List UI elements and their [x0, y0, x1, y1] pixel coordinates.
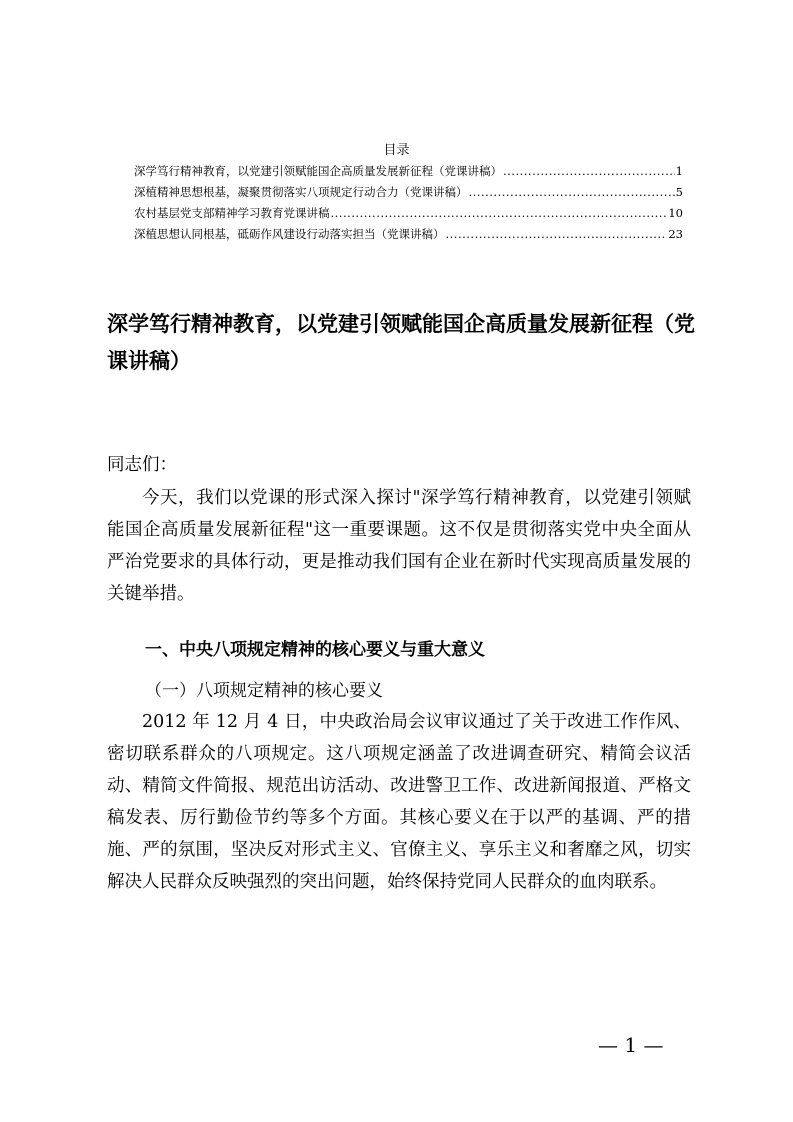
toc-title: 目录: [383, 143, 410, 158]
toc-leader-dots: [503, 163, 675, 180]
subsection-heading: （一）八项规定精神的核心要义: [145, 681, 383, 701]
intro-paragraph: 今天，我们以党课的形式深入探讨"深学笃行精神教育，以党建引领赋能国企高质量发展新征程"这一重要课题。这不仅是贯彻落实党中央全面从严治党要求的具体行动，更是推动我们国有企业在新时代实现高质量发展的关键举措。: [107, 488, 691, 604]
body-paragraph: 2012 年 12 月 4 日，中央政治局会议审议通过了关于改进工作作风、密切联系群众的八项规定。这八项规定涵盖了改进调查研究、精简会议活动、精简文件简报、规范出访活动、改进警卫工作、改进新闻报道、严格文稿发表、厉行勤俭节约等多个方面。其核心要义在于以严的基调、严的措施、严的氛围，坚决反对形式主义、官僚主义、享乐主义和奢靡之风，切实解决人民群众反映强烈的突出问题，始终保持党同人民群众的血肉联系。: [107, 712, 692, 892]
greeting: 同志们：: [107, 455, 177, 475]
toc-item-text: 深植精神思想根基，凝聚贯彻落实八项规定行动合力（党课讲稿）: [134, 185, 468, 199]
toc-item-page: 5: [675, 185, 683, 199]
toc-item[interactable]: [134, 184, 683, 201]
toc-item[interactable]: [134, 163, 683, 180]
article-title: 深学笃行精神教育，以党建引领赋能国企高质量发展新征程（党课讲稿）: [107, 312, 695, 373]
toc-leader-dots: [331, 205, 668, 222]
toc-item-text: 深植思想认同根基，砥砺作风建设行动落实担当（党课讲稿）: [134, 227, 445, 241]
toc-item-page: 23: [668, 227, 683, 241]
page-number: — 1 —: [598, 1033, 664, 1057]
toc-item[interactable]: [134, 226, 683, 243]
toc-leader-dots: [446, 226, 668, 243]
toc-item-page: 1: [675, 164, 683, 178]
toc-leader-dots: [469, 184, 675, 201]
section-heading: 一、中央八项规定精神的核心要义与重大意义: [145, 640, 485, 660]
toc-item-page: 10: [668, 206, 683, 220]
toc-item-text: 农村基层党支部精神学习教育党课讲稿: [134, 206, 330, 220]
toc-item[interactable]: [134, 205, 683, 222]
toc-item-text: 深学笃行精神教育，以党建引领赋能国企高质量发展新征程（党课讲稿）: [134, 164, 502, 178]
